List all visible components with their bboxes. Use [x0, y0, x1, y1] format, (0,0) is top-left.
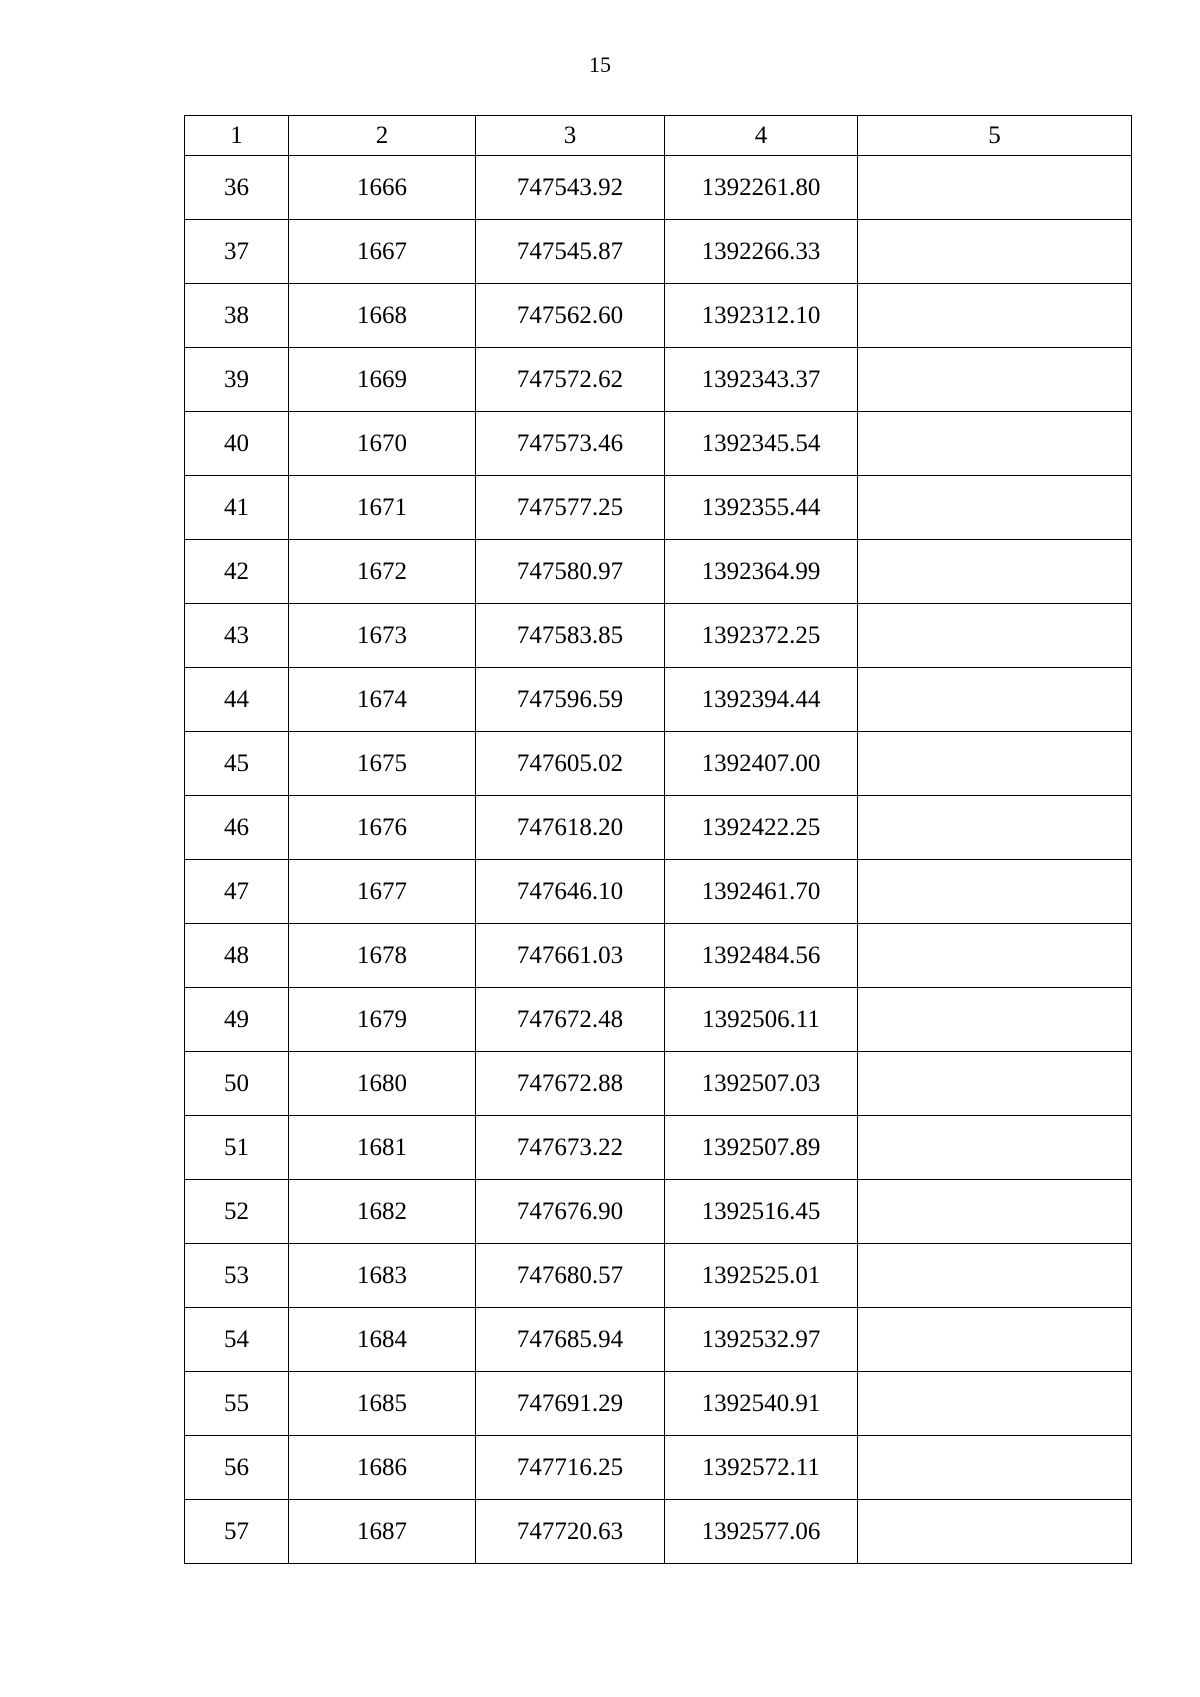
- table-cell-col-3: 747676.90: [476, 1180, 665, 1244]
- table-row: [185, 220, 1132, 284]
- table-cell-col-5: [858, 1500, 1132, 1564]
- table-cell-col-2: 1671: [289, 476, 476, 540]
- table-cell-col-3: 747685.94: [476, 1308, 665, 1372]
- table-cell-col-2: 1686: [289, 1436, 476, 1500]
- table-cell-col-1: 57: [185, 1500, 289, 1564]
- table-cell-col-2: 1669: [289, 348, 476, 412]
- table-cell-col-3: 747672.88: [476, 1052, 665, 1116]
- header-cell-5: 5: [858, 116, 1132, 156]
- table-row: [185, 412, 1132, 476]
- table-cell-col-5: [858, 476, 1132, 540]
- table-row: [185, 1116, 1132, 1180]
- table-cell-col-5: [858, 220, 1132, 284]
- table-cell-col-1: 39: [185, 348, 289, 412]
- table-cell-col-4: 1392532.97: [665, 1308, 858, 1372]
- table-cell-col-3: 747583.85: [476, 604, 665, 668]
- table-cell-col-5: [858, 1244, 1132, 1308]
- table-cell-col-4: 1392461.70: [665, 860, 858, 924]
- table-cell-col-4: 1392507.89: [665, 1116, 858, 1180]
- table-cell-col-1: 46: [185, 796, 289, 860]
- table-cell-col-4: 1392507.03: [665, 1052, 858, 1116]
- table-row: [185, 668, 1132, 732]
- header-cell-1: 1: [185, 116, 289, 156]
- table-cell-col-2: 1678: [289, 924, 476, 988]
- table-cell-col-4: 1392345.54: [665, 412, 858, 476]
- table-row: [185, 732, 1132, 796]
- table-cell-col-2: 1680: [289, 1052, 476, 1116]
- table-cell-col-1: 55: [185, 1372, 289, 1436]
- table-cell-col-3: 747577.25: [476, 476, 665, 540]
- table-cell-col-1: 44: [185, 668, 289, 732]
- table-cell-col-3: 747691.29: [476, 1372, 665, 1436]
- table-cell-col-3: 747661.03: [476, 924, 665, 988]
- table-cell-col-2: 1681: [289, 1116, 476, 1180]
- table-cell-col-1: 52: [185, 1180, 289, 1244]
- table-row: [185, 988, 1132, 1052]
- table-cell-col-2: 1666: [289, 156, 476, 220]
- table-cell-col-2: 1672: [289, 540, 476, 604]
- table-body: [185, 156, 1132, 1564]
- table-cell-col-5: [858, 1372, 1132, 1436]
- table-cell-col-4: 1392540.91: [665, 1372, 858, 1436]
- table-cell-col-1: 41: [185, 476, 289, 540]
- table-cell-col-2: 1684: [289, 1308, 476, 1372]
- table-cell-col-4: 1392343.37: [665, 348, 858, 412]
- table-cell-col-3: 747545.87: [476, 220, 665, 284]
- table-cell-col-5: [858, 284, 1132, 348]
- table-cell-col-2: 1668: [289, 284, 476, 348]
- coordinates-table: [184, 115, 1132, 1564]
- table-cell-col-1: 51: [185, 1116, 289, 1180]
- table-cell-col-4: 1392355.44: [665, 476, 858, 540]
- table-cell-col-4: 1392506.11: [665, 988, 858, 1052]
- table-cell-col-4: 1392394.44: [665, 668, 858, 732]
- table-cell-col-3: 747673.22: [476, 1116, 665, 1180]
- table-cell-col-3: 747618.20: [476, 796, 665, 860]
- table-cell-col-5: [858, 348, 1132, 412]
- table-cell-col-5: [858, 988, 1132, 1052]
- header-cell-2: 2: [289, 116, 476, 156]
- table-cell-col-5: [858, 604, 1132, 668]
- table-cell-col-1: 53: [185, 1244, 289, 1308]
- table-cell-col-5: [858, 732, 1132, 796]
- table-row: [185, 1500, 1132, 1564]
- table-row: [185, 156, 1132, 220]
- table-cell-col-2: 1674: [289, 668, 476, 732]
- table-row: [185, 1436, 1132, 1500]
- table-cell-col-5: [858, 860, 1132, 924]
- table-cell-col-2: 1673: [289, 604, 476, 668]
- table-cell-col-1: 36: [185, 156, 289, 220]
- table-cell-col-3: 747672.48: [476, 988, 665, 1052]
- table-cell-col-1: 37: [185, 220, 289, 284]
- table-cell-col-5: [858, 924, 1132, 988]
- table-cell-col-2: 1687: [289, 1500, 476, 1564]
- header-cell-4: 4: [665, 116, 858, 156]
- table-cell-col-3: 747596.59: [476, 668, 665, 732]
- table-cell-col-3: 747580.97: [476, 540, 665, 604]
- table-row: [185, 860, 1132, 924]
- table-cell-col-4: 1392422.25: [665, 796, 858, 860]
- table-cell-col-3: 747562.60: [476, 284, 665, 348]
- table-row: [185, 1180, 1132, 1244]
- table-cell-col-4: 1392372.25: [665, 604, 858, 668]
- table-cell-col-1: 50: [185, 1052, 289, 1116]
- table-cell-col-1: 49: [185, 988, 289, 1052]
- table-cell-col-4: 1392516.45: [665, 1180, 858, 1244]
- table-header: [185, 116, 1132, 156]
- table-cell-col-1: 47: [185, 860, 289, 924]
- table-cell-col-1: 43: [185, 604, 289, 668]
- table-row: [185, 796, 1132, 860]
- table-row: [185, 604, 1132, 668]
- page-number: 15: [589, 52, 611, 77]
- table-cell-col-2: 1679: [289, 988, 476, 1052]
- table-cell-col-5: [858, 796, 1132, 860]
- table-cell-col-1: 54: [185, 1308, 289, 1372]
- table-cell-col-3: 747605.02: [476, 732, 665, 796]
- table-row: [185, 476, 1132, 540]
- table-row: [185, 348, 1132, 412]
- table-cell-col-3: 747646.10: [476, 860, 665, 924]
- table-cell-col-2: 1683: [289, 1244, 476, 1308]
- table-cell-col-4: 1392572.11: [665, 1436, 858, 1500]
- table-cell-col-3: 747572.62: [476, 348, 665, 412]
- table-cell-col-5: [858, 1308, 1132, 1372]
- table-cell-col-2: 1667: [289, 220, 476, 284]
- table-cell-col-4: 1392266.33: [665, 220, 858, 284]
- table-cell-col-5: [858, 412, 1132, 476]
- table-cell-col-2: 1675: [289, 732, 476, 796]
- table-cell-col-4: 1392364.99: [665, 540, 858, 604]
- table-row: [185, 1052, 1132, 1116]
- table-cell-col-1: 42: [185, 540, 289, 604]
- table-cell-col-1: 40: [185, 412, 289, 476]
- table-cell-col-5: [858, 1052, 1132, 1116]
- table-cell-col-2: 1682: [289, 1180, 476, 1244]
- table-row: [185, 540, 1132, 604]
- table-cell-col-4: 1392484.56: [665, 924, 858, 988]
- table-cell-col-3: 747543.92: [476, 156, 665, 220]
- table-cell-col-2: 1677: [289, 860, 476, 924]
- table-cell-col-3: 747680.57: [476, 1244, 665, 1308]
- table-cell-col-4: 1392577.06: [665, 1500, 858, 1564]
- table-cell-col-4: 1392261.80: [665, 156, 858, 220]
- table-row: [185, 1372, 1132, 1436]
- table-cell-col-1: 38: [185, 284, 289, 348]
- table-cell-col-5: [858, 668, 1132, 732]
- table-cell-col-3: 747573.46: [476, 412, 665, 476]
- table-cell-col-2: 1685: [289, 1372, 476, 1436]
- table-cell-col-5: [858, 156, 1132, 220]
- header-cell-3: 3: [476, 116, 665, 156]
- table-cell-col-3: 747716.25: [476, 1436, 665, 1500]
- table-cell-col-4: 1392407.00: [665, 732, 858, 796]
- table-cell-col-2: 1676: [289, 796, 476, 860]
- table-cell-col-1: 56: [185, 1436, 289, 1500]
- table-row: [185, 1308, 1132, 1372]
- table-cell-col-5: [858, 1116, 1132, 1180]
- table-cell-col-3: 747720.63: [476, 1500, 665, 1564]
- header-row: [185, 116, 1132, 156]
- table-cell-col-4: 1392312.10: [665, 284, 858, 348]
- table-cell-col-1: 45: [185, 732, 289, 796]
- table-row: [185, 284, 1132, 348]
- table-cell-col-4: 1392525.01: [665, 1244, 858, 1308]
- table-cell-col-2: 1670: [289, 412, 476, 476]
- table-cell-col-5: [858, 1436, 1132, 1500]
- table-row: [185, 1244, 1132, 1308]
- table-row: [185, 924, 1132, 988]
- table-cell-col-5: [858, 540, 1132, 604]
- table-cell-col-5: [858, 1180, 1132, 1244]
- table-cell-col-1: 48: [185, 924, 289, 988]
